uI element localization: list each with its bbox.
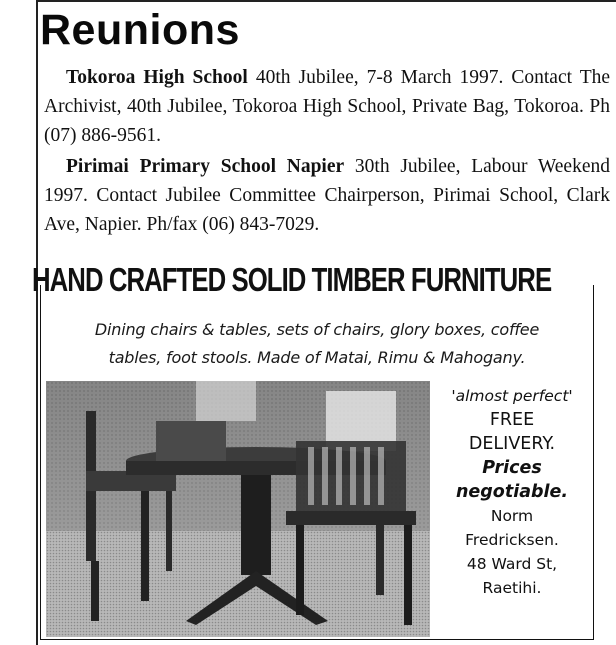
advert-description-line: tables, foot stools. Made of Matai, Rimu & Mahogany.	[108, 348, 526, 367]
notice-school-name: Pirimai Primary School Napier	[66, 156, 345, 177]
advert-tagline: 'almost perfect'	[451, 387, 573, 405]
reunion-notice-pirimai	[44, 152, 610, 239]
notice-details: 40th Jubilee, 7-8 March 1997. Contact The Archivist, 40th Jubilee, Tokoroa High School, Private Bag, Tokoroa. Ph (07) 886-9561.	[44, 67, 611, 146]
advert-description-line: Dining chairs & tables, sets of chairs, glory boxes, coffee	[94, 320, 540, 339]
advert-offer-line: DELIVERY.	[468, 434, 556, 454]
advert-title: HAND CRAFTED SOLID TIMBER FURNITURE	[32, 261, 552, 298]
furniture-photo	[46, 381, 430, 637]
advert-sidebar	[432, 384, 592, 600]
notice-school-name: Tokoroa High School	[66, 67, 248, 88]
section-heading: Reunions	[40, 6, 240, 54]
advert-offer-line: FREE	[489, 410, 535, 430]
reunion-notice-tokoroa	[44, 63, 610, 150]
page-top-rule	[36, 0, 616, 2]
advert-prices-line: Prices	[482, 458, 542, 478]
advert-description	[52, 316, 582, 372]
advert-prices-line: negotiable.	[455, 482, 569, 502]
dining-set-photo-image	[46, 381, 430, 637]
notice-details: 30th Jubilee, Labour Weekend 1997. Contact Jubilee Committee Chairperson, Pirimai School, Clark Ave, Napier. Ph/fax (06) 843-7029.	[44, 156, 610, 235]
advert-contact-name: Norm	[490, 507, 534, 525]
advert-contact-address: 48 Ward St,	[466, 555, 558, 573]
advert-contact-name: Fredricksen.	[465, 531, 559, 549]
advert-contact-town: Raetihi.	[482, 579, 542, 597]
column-rule	[36, 0, 38, 645]
